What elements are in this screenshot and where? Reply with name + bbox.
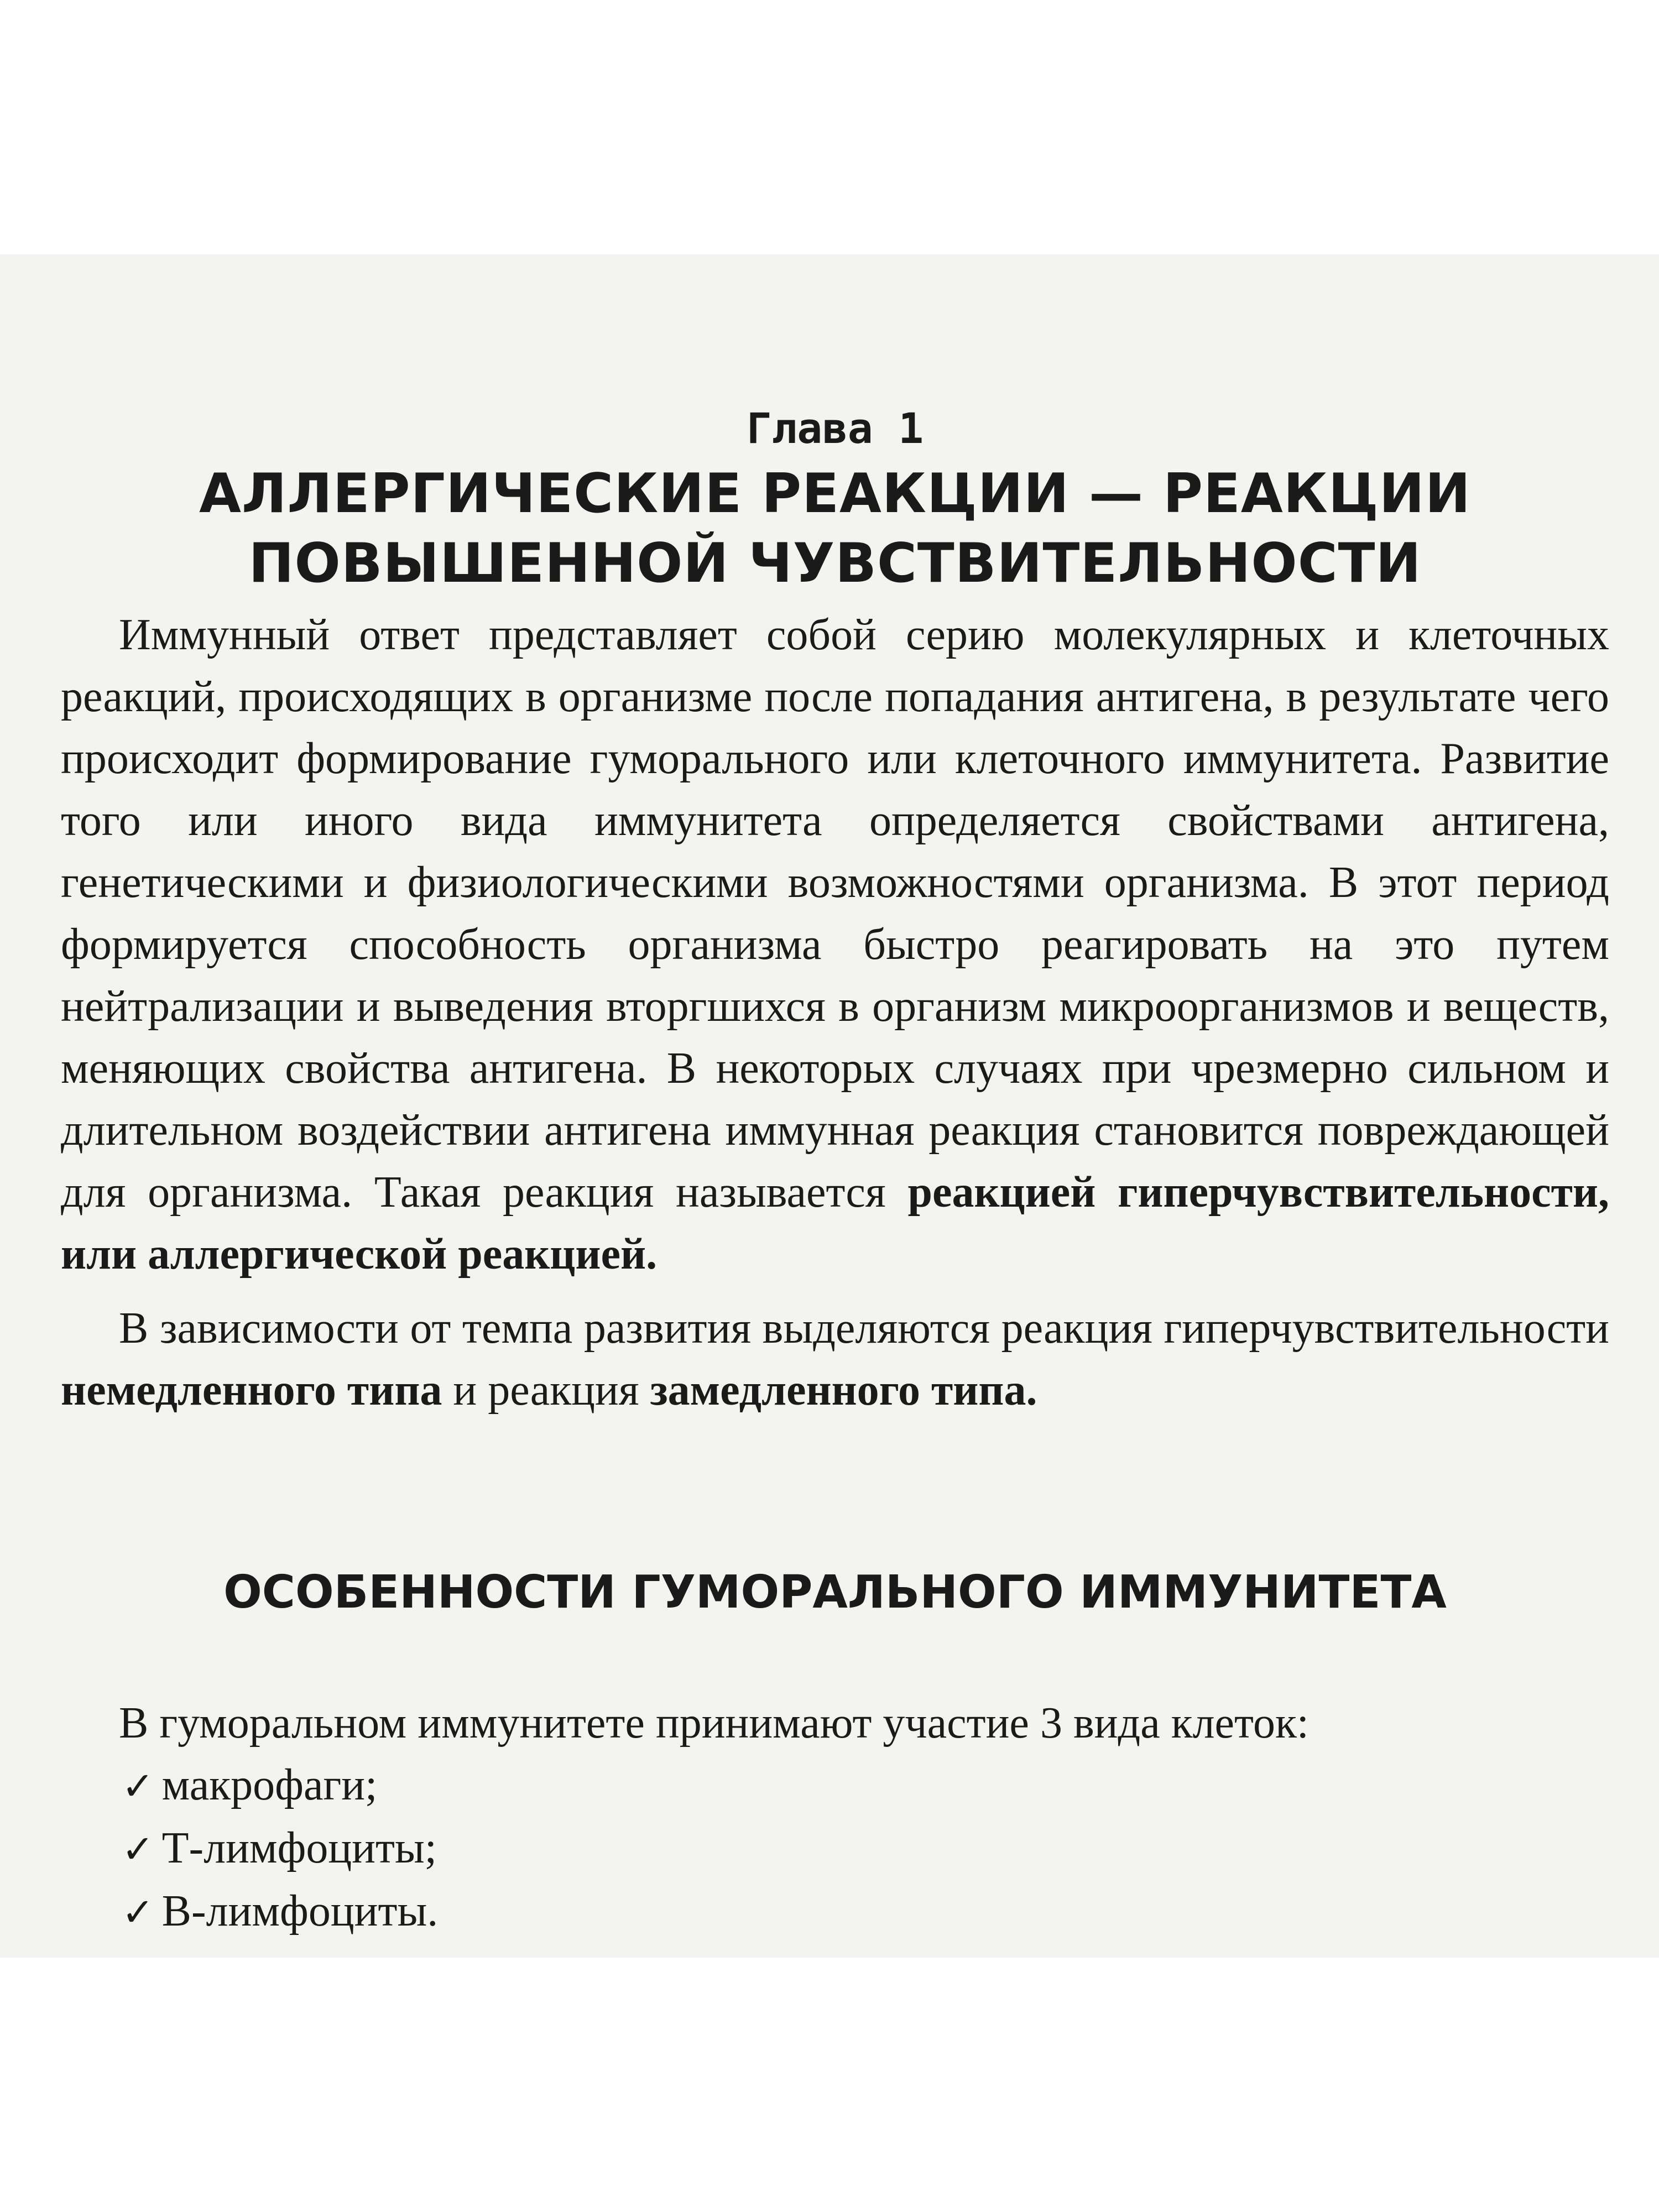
list-item-label: В-лимфоциты. <box>161 1887 439 1936</box>
chapter-title <box>61 459 1609 598</box>
list-item <box>122 1880 1609 1943</box>
check-mark-icon: ✓ <box>122 1827 154 1872</box>
cell-types-list <box>61 1754 1609 1943</box>
list-item <box>122 1817 1609 1880</box>
chapter-label: Глава 1 <box>746 404 924 453</box>
section-title: ОСОБЕННОСТИ ГУМОРАЛЬНОГО ИММУНИТЕТА <box>223 1566 1447 1619</box>
list-item-label: макрофаги; <box>161 1761 378 1809</box>
chapter-title-line-2: ПОВЫШЕННОЙ ЧУВСТВИТЕЛЬНОСТИ <box>248 532 1422 595</box>
list-item-label: Т-лимфоциты; <box>161 1824 437 1872</box>
page-content <box>61 398 1609 1943</box>
list-item <box>122 1754 1609 1817</box>
paragraph-immune-response <box>61 604 1609 1285</box>
check-mark-icon: ✓ <box>122 1890 154 1935</box>
cell-types-intro: В гуморальном иммунитете принимают участие 3 вида клеток: <box>119 1699 1310 1747</box>
paragraph-reaction-types <box>61 1297 1609 1421</box>
term-delayed-type: замедленного типа. <box>650 1366 1037 1415</box>
check-mark-icon: ✓ <box>122 1764 154 1809</box>
term-immediate-type: немедленного типа <box>61 1366 442 1415</box>
paragraph-immune-response-text: Иммунный ответ представляет собой серию молекулярных и клеточных реакций, происходящих в организме после попадания антигена, в результате чего происходит формирование гуморального или клеточного иммунитета. Развитие того или иного вида иммунитета определяется свойствами антигена, генетическими и физиологическими возможностями организма. В этот период формируется способность организма быстро реагировать на это путем нейтрализации и выведения вторгшихся в организм микроорганизмов и веществ, меняющих свойства антигена. В некоторых случаях при чрезмерно сильном и длительном воздействии антигена иммунная реакция становится повреждающей для организма. Такая реакция называется <box>61 611 1609 1217</box>
term-hypersensitivity: реакцией гиперчувствительности, или аллергической реакцией. <box>61 1168 1609 1279</box>
reaction-types-text-b: и реакция <box>442 1366 650 1415</box>
chapter-title-line-1: АЛЛЕРГИЧЕСКИЕ РЕАКЦИИ — РЕАКЦИИ <box>199 462 1471 525</box>
reaction-types-text-a: В зависимости от темпа развития выделяются реакция гиперчувствительности <box>119 1304 1609 1353</box>
